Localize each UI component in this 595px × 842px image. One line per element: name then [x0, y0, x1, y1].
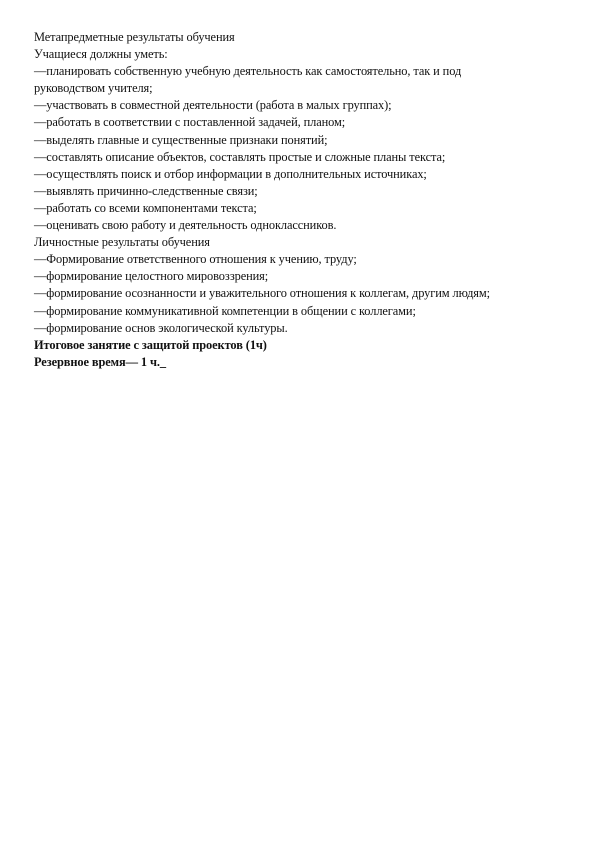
list-item: —формирование осознанности и уважительного отношения к коллегам, другим людям; [34, 286, 490, 301]
list-item: —формирование основ экологической культуры. [34, 320, 288, 335]
list-item: —Формирование ответственного отношения к учению, труду; [34, 252, 357, 267]
intro-line: Учащиеся должны уметь: [34, 47, 168, 62]
list-item-continuation: руководством учителя; [34, 81, 153, 96]
final-lesson-heading: Итоговое занятие с защитой проектов (1ч) [34, 337, 267, 352]
list-item: —выявлять причинно-следственные связи; [34, 183, 258, 198]
section-heading-metasubject: Метапредметные результаты обучения [34, 30, 235, 44]
section-heading-personal: Личностные результаты обучения [34, 235, 210, 250]
document-body [34, 29, 564, 371]
list-item: —выделять главные и существенные признаки понятий; [34, 132, 328, 147]
list-item: —участвовать в совместной деятельности (работа в малых группах); [34, 98, 392, 113]
list-item: —осуществлять поиск и отбор информации в дополнительных источниках; [34, 166, 427, 181]
list-item: —планировать собственную учебную деятельность как самостоятельно, так и под [34, 64, 462, 79]
list-item: —составлять описание объектов, составлять простые и сложные планы текста; [34, 149, 446, 164]
list-item: —работать со всеми компонентами текста; [34, 200, 257, 215]
list-item: —формирование коммуникативной компетенции в общении с коллегами; [34, 303, 416, 318]
reserve-time-heading: Резервное время— 1 ч._ [34, 354, 166, 369]
list-item: —работать в соответствии с поставленной задачей, планом; [34, 115, 346, 130]
list-item: —оценивать свою работу и деятельность одноклассников. [34, 218, 337, 233]
list-item: —формирование целостного мировоззрения; [34, 269, 269, 284]
